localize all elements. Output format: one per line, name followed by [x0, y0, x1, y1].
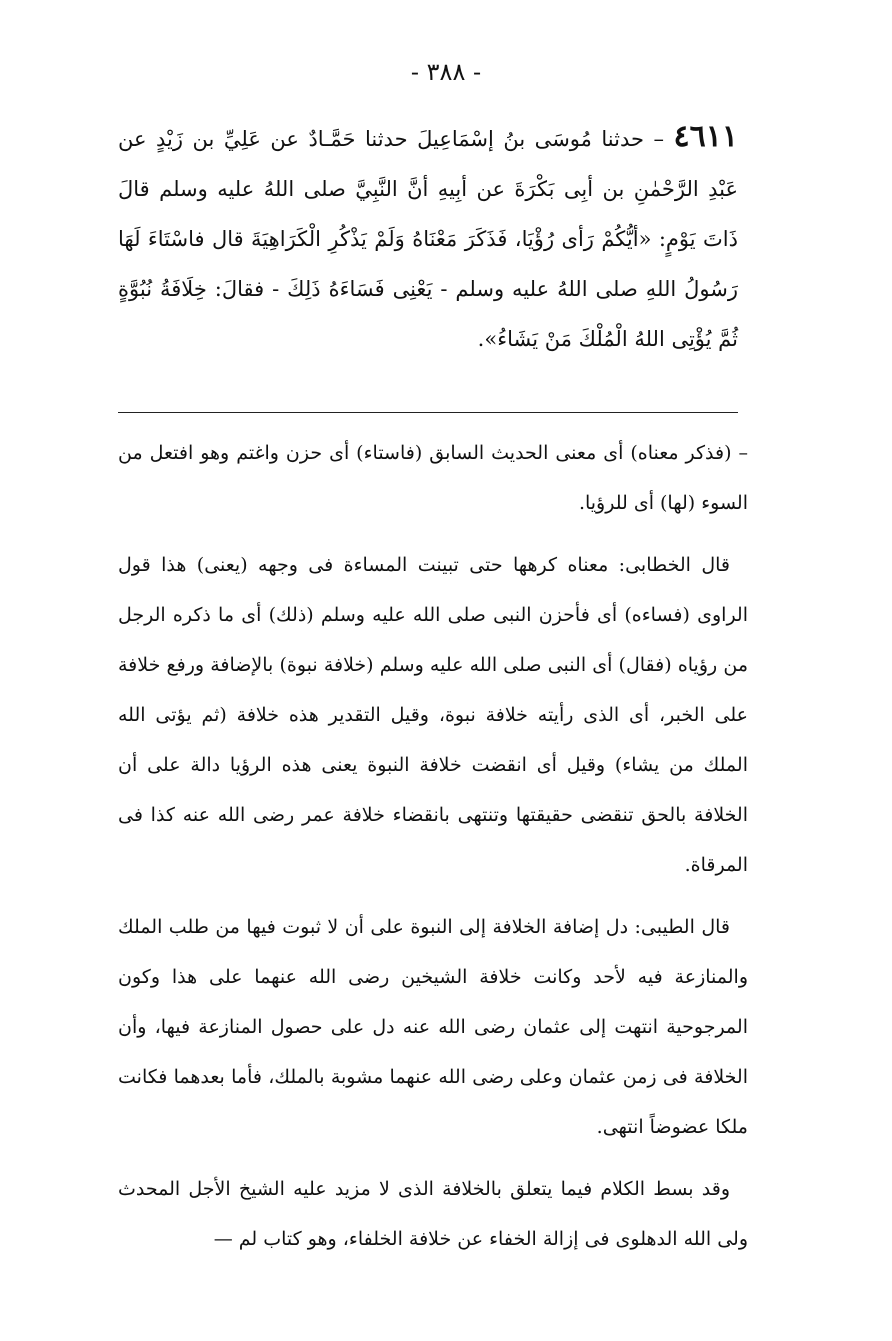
commentary-paragraph: قال الطيبى: دل إضافة الخلافة إلى النبوة على أن لا ثبوت فيها من طلب الملك والمنازعة فيه لأحد وكانت خلافة الشيخين رضى الله عنهما على هذا وكون المرجوحية انتهت إلى عثمان رضى الله عنه دل على حصول المنازعة فيها، وأن الخلافة فى زمن عثمان وعلى رضى الله عنهما مشوبة بالملك، فأما بعدهما فكانت ملكا عضوضاً انتهى. — [118, 916, 748, 1138]
commentary-block — [118, 428, 748, 1276]
page-number: - ٣٨٨ - — [410, 58, 482, 86]
hadith-text: حدثنا مُوسَى بنُ إسْمَاعِيلَ حدثنا حَمَّـادٌ عن عَلِيِّ بن زَيْدٍ عن عَبْدِ الرَّحْمٰنِ بن أبِى بَكْرَةَ عن أبِيهِ أنَّ النَّبِيَّ صلى اللهُ عليه وسلم قالَ ذَاتَ يَوْمٍ: «أيُّكُمْ رَأى رُؤْيَا، فَذَكَرَ مَعْنَاهُ وَلَمْ يَذْكُرِ الْكَرَاهِيَةَ قال فاسْتَاءَ لَهَا رَسُولُ اللهِ صلى اللهُ عليه وسلم - يَعْنِى فَسَاءَهُ ذَلِكَ - فقالَ: خِلَافَةُ نُبُوَّةٍ ثُمَّ يُؤْتِى اللهُ الْمُلْكَ مَنْ يَشَاءُ». — [118, 127, 738, 351]
separator-line — [118, 412, 738, 413]
commentary-paragraph: – (فذكر معناه) أى معنى الحديث السابق (فاستاء) أى حزن واغتم وهو افتعل من السوء (لها) أى للرؤيا. — [118, 442, 748, 514]
commentary-paragraph: وقد بسط الكلام فيما يتعلق بالخلافة الذى لا مزيد عليه الشيخ الأجل المحدث ولى الله الدهلوى فى إزالة الخفاء عن خلافة الخلفاء، وهو كتاب لم — — [118, 1178, 748, 1250]
hadith-dash: – — [653, 127, 665, 151]
hadith-block — [118, 112, 738, 364]
commentary-paragraph: قال الخطابى: معناه كرهها حتى تبينت المساءة فى وجهه (يعنى) هذا قول الراوى (فساءه) أى فأحزن النبى صلى الله عليه وسلم (ذلك) أى ما ذكره الرجل من رؤياه (فقال) أى النبى صلى الله عليه وسلم (خلافة نبوة) بالإضافة ورفع خلافة على الخبر، أى الذى رأيته خلافة نبوة، وقيل التقدير هذه خلافة (ثم يؤتى الله الملك من يشاء) وقيل أى انقضت خلافة النبوة يعنى هذه الرؤيا دالة على أن الخلافة بالحق تنقضى حقيقتها وتنتهى بانقضاء خلافة عمر رضى الله عنه كذا فى المرقاة. — [118, 554, 748, 876]
hadith-number: ٤٦١١ — [673, 119, 738, 154]
